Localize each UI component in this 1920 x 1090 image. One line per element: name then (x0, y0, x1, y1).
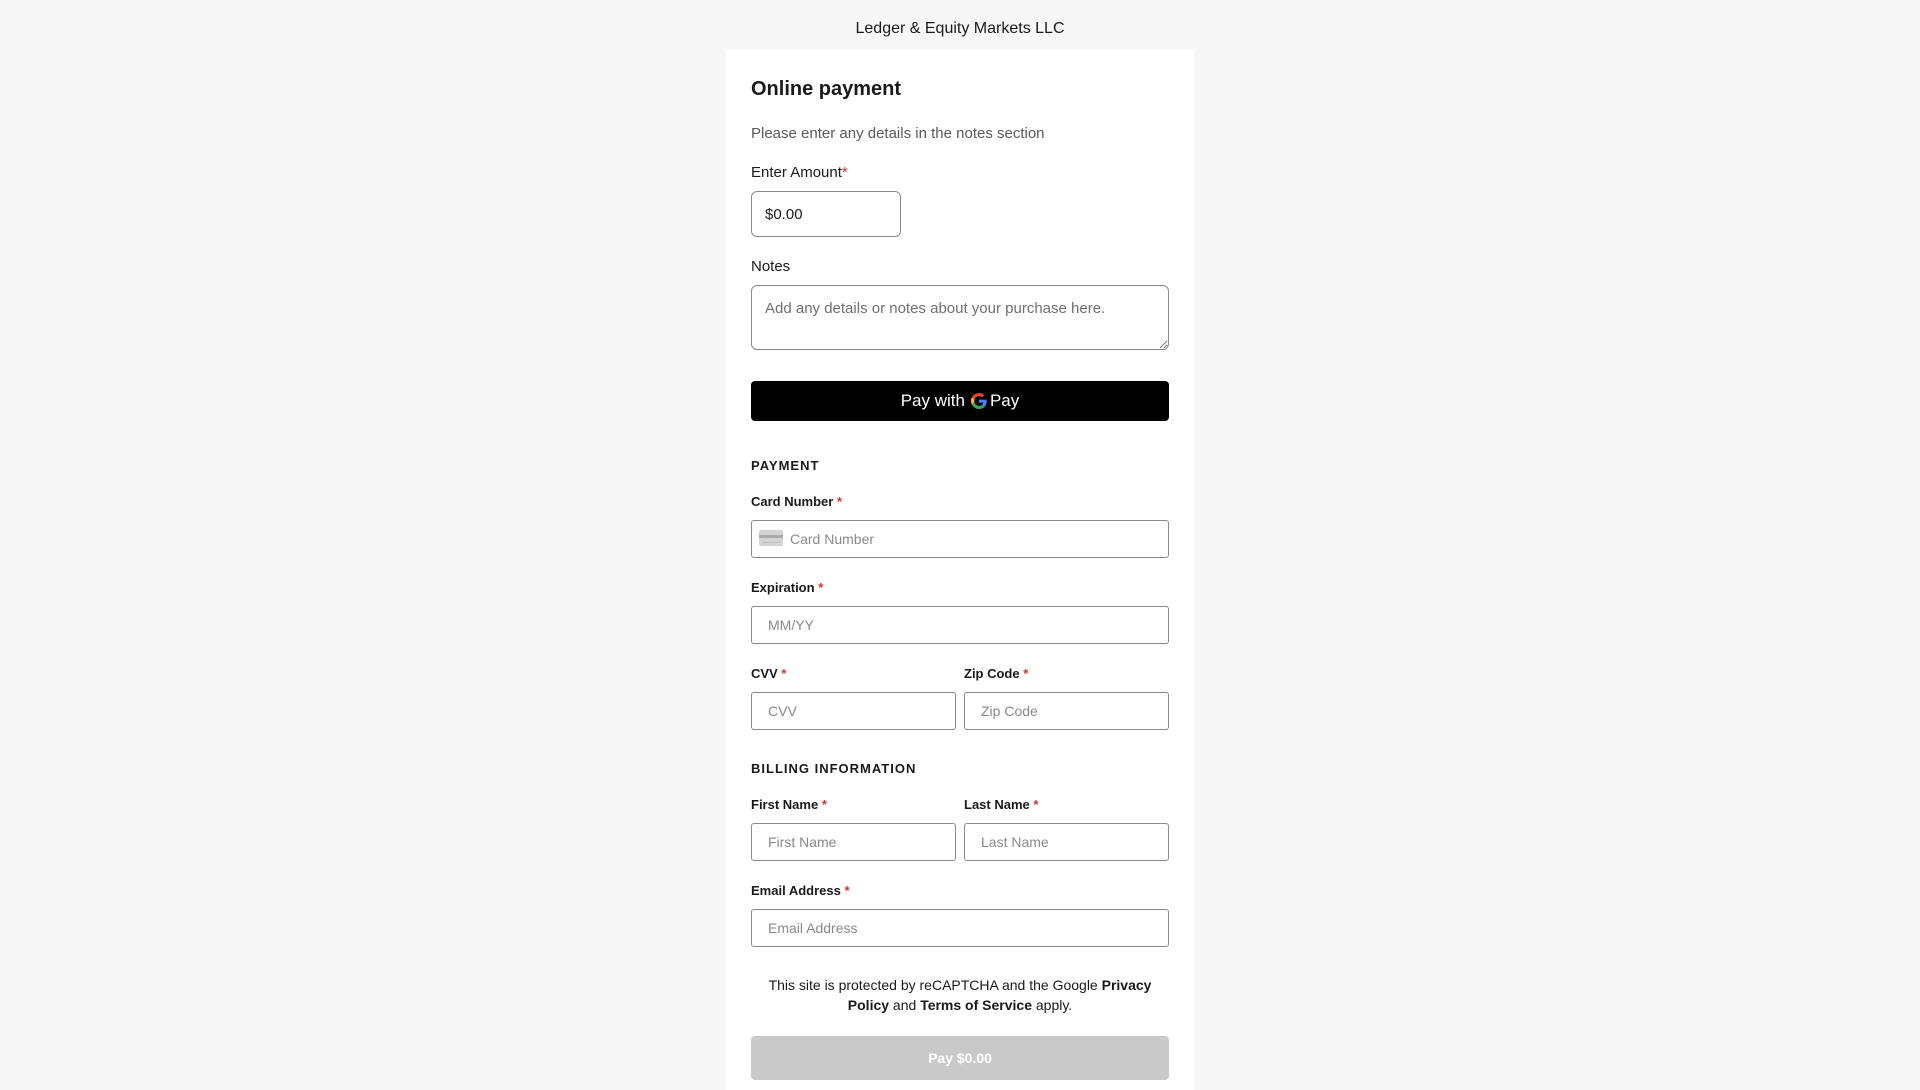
expiration-input[interactable] (751, 606, 1169, 644)
pay-button[interactable]: Pay $0.00 (751, 1036, 1169, 1080)
first-name-input[interactable] (751, 823, 956, 861)
last-name-label: Last Name * (964, 797, 1039, 812)
google-g-icon (971, 393, 987, 409)
recaptcha-notice: This site is protected by reCAPTCHA and the Google Privacy Policy and Terms of Service apply. (768, 977, 1152, 1013)
merchant-name: Ledger & Equity Markets LLC (855, 20, 1065, 37)
cvv-label: CVV * (751, 666, 787, 681)
required-marker: * (821, 797, 827, 812)
notes-textarea[interactable] (751, 285, 1169, 350)
last-name-input[interactable] (964, 823, 1169, 861)
card-number-input[interactable] (751, 520, 1169, 558)
card-number-label: Card Number * (751, 494, 843, 509)
privacy-policy-link[interactable]: Privacy Policy (847, 977, 1152, 1013)
zip-code-label: Zip Code * (964, 666, 1029, 681)
required-marker: * (781, 666, 787, 681)
email-input[interactable] (751, 909, 1169, 947)
required-marker: * (844, 883, 850, 898)
notes-label: Notes (751, 258, 791, 275)
required-marker: * (818, 580, 824, 595)
gpay-prefix: Pay with (900, 391, 965, 410)
expiration-label: Expiration * (751, 580, 824, 595)
gpay-brand: Pay (989, 391, 1020, 410)
credit-card-icon (759, 530, 783, 546)
required-marker: * (836, 494, 843, 509)
terms-of-service-link[interactable]: Terms of Service (920, 997, 1032, 1013)
first-name-label: First Name * (751, 797, 827, 812)
amount-label: Enter Amount* (751, 164, 848, 181)
page-title: Online payment (751, 78, 902, 100)
page-subtitle: Please enter any details in the notes section (751, 125, 1045, 142)
zip-code-input[interactable] (964, 692, 1169, 730)
email-label: Email Address * (751, 883, 850, 898)
payment-section-title: PAYMENT (751, 458, 820, 473)
cvv-input[interactable] (751, 692, 956, 730)
required-marker: * (1023, 666, 1029, 681)
required-marker: * (1033, 797, 1039, 812)
payment-form-card (726, 50, 1194, 1090)
google-pay-button[interactable] (751, 381, 1169, 421)
billing-section-title: BILLING INFORMATION (751, 761, 917, 776)
required-marker: * (841, 164, 848, 181)
amount-input[interactable] (751, 191, 901, 237)
